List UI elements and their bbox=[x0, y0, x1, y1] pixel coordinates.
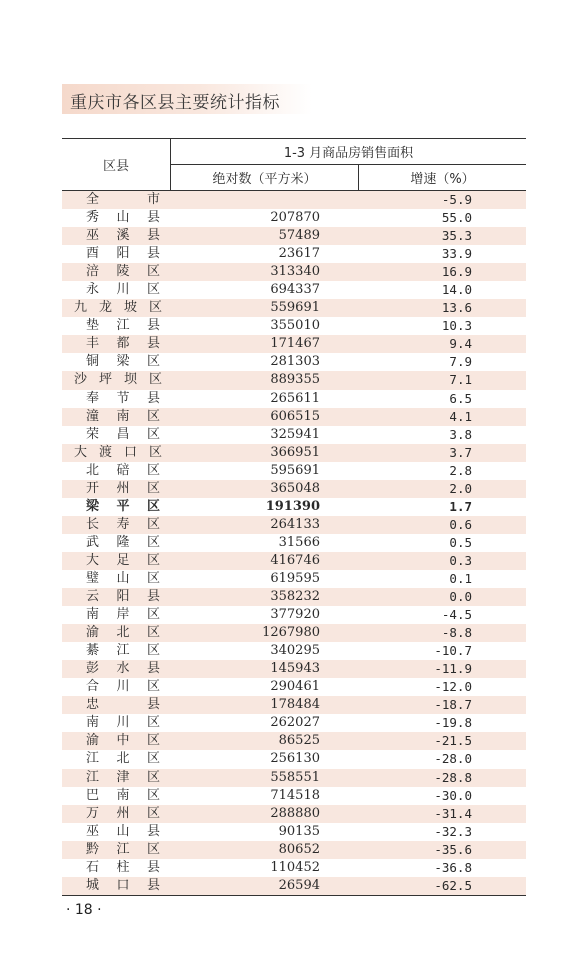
absolute-value: 86525 bbox=[278, 733, 320, 749]
absolute-value: 26594 bbox=[278, 877, 320, 893]
growth-value: 6.5 bbox=[449, 390, 472, 406]
table-row bbox=[62, 462, 526, 480]
region-name: 永 川 区 bbox=[86, 282, 160, 298]
region-name: 梁 平 区 bbox=[86, 498, 160, 514]
growth-value: -28.0 bbox=[434, 751, 472, 767]
table-row bbox=[62, 787, 526, 805]
table-row bbox=[62, 516, 526, 534]
region-name: 铜 梁 区 bbox=[86, 354, 160, 370]
growth-value: -31.4 bbox=[434, 805, 472, 821]
table-row bbox=[62, 570, 526, 588]
region-name: 渝 中 区 bbox=[86, 733, 160, 749]
growth-value: 14.0 bbox=[441, 282, 472, 298]
table-row bbox=[62, 841, 526, 859]
table-row bbox=[62, 281, 526, 299]
growth-value: -19.8 bbox=[434, 715, 472, 731]
page-title: 重庆市各区县主要统计指标 bbox=[70, 93, 280, 113]
region-name: 全 市 bbox=[86, 192, 160, 207]
region-name: 九 龙 坡 区 bbox=[74, 300, 162, 316]
absolute-value: 281303 bbox=[270, 354, 320, 370]
table-row bbox=[62, 426, 526, 444]
growth-value: 10.3 bbox=[441, 318, 472, 334]
table-row bbox=[62, 299, 526, 317]
growth-value: 3.7 bbox=[449, 444, 472, 460]
absolute-value: 340295 bbox=[270, 643, 320, 659]
table-row bbox=[62, 750, 526, 768]
table-row bbox=[62, 534, 526, 552]
growth-value: -32.3 bbox=[434, 823, 472, 839]
absolute-value: 264133 bbox=[270, 516, 320, 532]
growth-value: -28.8 bbox=[434, 769, 472, 785]
absolute-value: 558551 bbox=[270, 769, 320, 785]
growth-value: -8.8 bbox=[441, 625, 472, 641]
region-name: 秀 山 县 bbox=[86, 210, 160, 226]
absolute-value: 358232 bbox=[270, 589, 320, 605]
absolute-value: 57489 bbox=[278, 228, 320, 244]
absolute-value: 23617 bbox=[278, 246, 320, 262]
growth-value: 16.9 bbox=[441, 264, 472, 280]
growth-value: -62.5 bbox=[434, 877, 472, 893]
absolute-value: 145943 bbox=[270, 661, 320, 677]
absolute-value: 256130 bbox=[270, 751, 320, 767]
table-row bbox=[62, 660, 526, 678]
region-name: 酉 阳 县 bbox=[86, 246, 160, 262]
region-name: 长 寿 区 bbox=[86, 516, 160, 532]
region-name: 巫 溪 县 bbox=[86, 228, 160, 244]
absolute-value: 889355 bbox=[270, 372, 320, 388]
absolute-value: 365048 bbox=[270, 480, 320, 496]
growth-value: -11.9 bbox=[434, 661, 472, 677]
absolute-value: 1267980 bbox=[262, 625, 320, 641]
absolute-value: 714518 bbox=[270, 787, 320, 803]
absolute-value: 606515 bbox=[270, 408, 320, 424]
region-name: 武 隆 区 bbox=[86, 534, 160, 550]
absolute-value: 90135 bbox=[278, 823, 320, 839]
growth-value: 7.1 bbox=[449, 372, 472, 388]
absolute-value: 31566 bbox=[278, 534, 320, 550]
absolute-value: 366951 bbox=[270, 444, 320, 460]
absolute-value: 559691 bbox=[270, 300, 320, 316]
table-row bbox=[62, 588, 526, 606]
region-name: 江 北 区 bbox=[86, 751, 160, 767]
table-header bbox=[62, 139, 526, 190]
header-growth: 增速（%） bbox=[410, 172, 475, 187]
table-row bbox=[62, 209, 526, 227]
table-row bbox=[62, 769, 526, 787]
table-row bbox=[62, 444, 526, 462]
table-row bbox=[62, 805, 526, 823]
absolute-value: 355010 bbox=[270, 318, 320, 334]
growth-value: 0.3 bbox=[449, 552, 472, 568]
region-name: 綦 江 区 bbox=[86, 643, 160, 659]
absolute-value: 171467 bbox=[270, 336, 320, 352]
growth-value: -35.6 bbox=[434, 841, 472, 857]
table-row bbox=[62, 859, 526, 877]
region-name: 潼 南 区 bbox=[86, 408, 160, 424]
table-row bbox=[62, 606, 526, 624]
absolute-value: 313340 bbox=[270, 264, 320, 280]
table-row bbox=[62, 823, 526, 841]
growth-value: -18.7 bbox=[434, 697, 472, 713]
table-body bbox=[62, 191, 526, 895]
header-absolute: 绝对数（平方米） bbox=[171, 165, 359, 190]
growth-value: 3.8 bbox=[449, 426, 472, 442]
region-name: 沙 坪 坝 区 bbox=[74, 372, 162, 388]
table-bottom-rule bbox=[62, 895, 526, 896]
growth-value: -21.5 bbox=[434, 733, 472, 749]
growth-value: -10.7 bbox=[434, 643, 472, 659]
absolute-value: 265611 bbox=[270, 390, 320, 406]
table-row bbox=[62, 335, 526, 353]
page-number: · 18 · bbox=[66, 902, 102, 918]
growth-value: 0.6 bbox=[449, 516, 472, 532]
region-name: 城 口 县 bbox=[86, 877, 160, 893]
region-name: 南 川 区 bbox=[86, 715, 160, 731]
region-name: 南 岸 区 bbox=[86, 607, 160, 623]
region-name: 涪 陵 区 bbox=[86, 264, 160, 280]
region-name: 大 足 区 bbox=[86, 552, 160, 568]
region-name: 忠 县 bbox=[86, 697, 160, 713]
stats-table bbox=[62, 138, 526, 896]
table-row bbox=[62, 263, 526, 281]
absolute-value: 262027 bbox=[270, 715, 320, 731]
absolute-value: 288880 bbox=[270, 805, 320, 821]
region-name: 巫 山 县 bbox=[86, 823, 160, 839]
region-name: 开 州 区 bbox=[86, 480, 160, 496]
table-row bbox=[62, 317, 526, 335]
growth-value: -4.5 bbox=[441, 607, 472, 623]
region-name: 荣 昌 区 bbox=[86, 426, 160, 442]
absolute-value: 377920 bbox=[270, 607, 320, 623]
table-row bbox=[62, 714, 526, 732]
region-name: 大 渡 口 区 bbox=[74, 444, 162, 460]
growth-value: 1.7 bbox=[449, 498, 472, 514]
absolute-value: 595691 bbox=[270, 462, 320, 478]
absolute-value: 110452 bbox=[270, 859, 320, 875]
region-name: 合 川 区 bbox=[86, 679, 160, 695]
absolute-value: 619595 bbox=[270, 570, 320, 586]
growth-value: 2.8 bbox=[449, 462, 472, 478]
table-row bbox=[62, 552, 526, 570]
absolute-value: 191390 bbox=[265, 498, 320, 514]
table-row bbox=[62, 227, 526, 245]
region-name: 云 阳 县 bbox=[86, 589, 160, 605]
header-region: 区县 bbox=[62, 139, 171, 190]
growth-value: 0.1 bbox=[449, 570, 472, 586]
absolute-value: 694337 bbox=[270, 282, 320, 298]
region-name: 石 柱 县 bbox=[86, 859, 160, 875]
growth-value: 33.9 bbox=[441, 246, 472, 262]
growth-value: -30.0 bbox=[434, 787, 472, 803]
table-row bbox=[62, 353, 526, 371]
region-name: 巴 南 区 bbox=[86, 787, 160, 803]
absolute-value: 290461 bbox=[270, 679, 320, 695]
region-name: 万 州 区 bbox=[86, 805, 160, 821]
growth-value: 4.1 bbox=[449, 408, 472, 424]
table-row bbox=[62, 245, 526, 263]
absolute-value: 416746 bbox=[270, 552, 320, 568]
growth-value: 0.0 bbox=[449, 589, 472, 605]
growth-value: 2.0 bbox=[449, 480, 472, 496]
growth-value: -36.8 bbox=[434, 859, 472, 875]
growth-value: 9.4 bbox=[449, 336, 472, 352]
absolute-value: 325941 bbox=[270, 426, 320, 442]
table-row bbox=[62, 371, 526, 389]
table-row bbox=[62, 480, 526, 498]
region-name: 黔 江 区 bbox=[86, 841, 160, 857]
table-row bbox=[62, 390, 526, 408]
region-name: 璧 山 区 bbox=[86, 570, 160, 586]
growth-value: 55.0 bbox=[441, 210, 472, 226]
table-row bbox=[62, 498, 526, 516]
table-row bbox=[62, 191, 526, 209]
table-row bbox=[62, 408, 526, 426]
table-row bbox=[62, 732, 526, 750]
table-row bbox=[62, 696, 526, 714]
growth-value: 13.6 bbox=[441, 300, 472, 316]
region-name: 北 碚 区 bbox=[86, 462, 160, 478]
region-name: 江 津 区 bbox=[86, 769, 160, 785]
region-name: 奉 节 县 bbox=[86, 390, 160, 406]
absolute-value: 207870 bbox=[270, 210, 320, 226]
table-row bbox=[62, 642, 526, 660]
table-row bbox=[62, 877, 526, 895]
header-sales-area: 1-3 月商品房销售面积 bbox=[171, 139, 526, 165]
absolute-value: 80652 bbox=[278, 841, 320, 857]
region-name: 垫 江 县 bbox=[86, 318, 160, 334]
growth-value: -12.0 bbox=[434, 679, 472, 695]
region-name: 丰 都 县 bbox=[86, 336, 160, 352]
table-row bbox=[62, 624, 526, 642]
region-name: 彭 水 县 bbox=[86, 661, 160, 677]
table-row bbox=[62, 678, 526, 696]
growth-value: 0.5 bbox=[449, 534, 472, 550]
growth-value: 7.9 bbox=[449, 354, 472, 370]
growth-value: 35.3 bbox=[441, 228, 472, 244]
region-name: 渝 北 区 bbox=[86, 625, 160, 641]
absolute-value: 178484 bbox=[270, 697, 320, 713]
growth-value: -5.9 bbox=[441, 192, 472, 207]
